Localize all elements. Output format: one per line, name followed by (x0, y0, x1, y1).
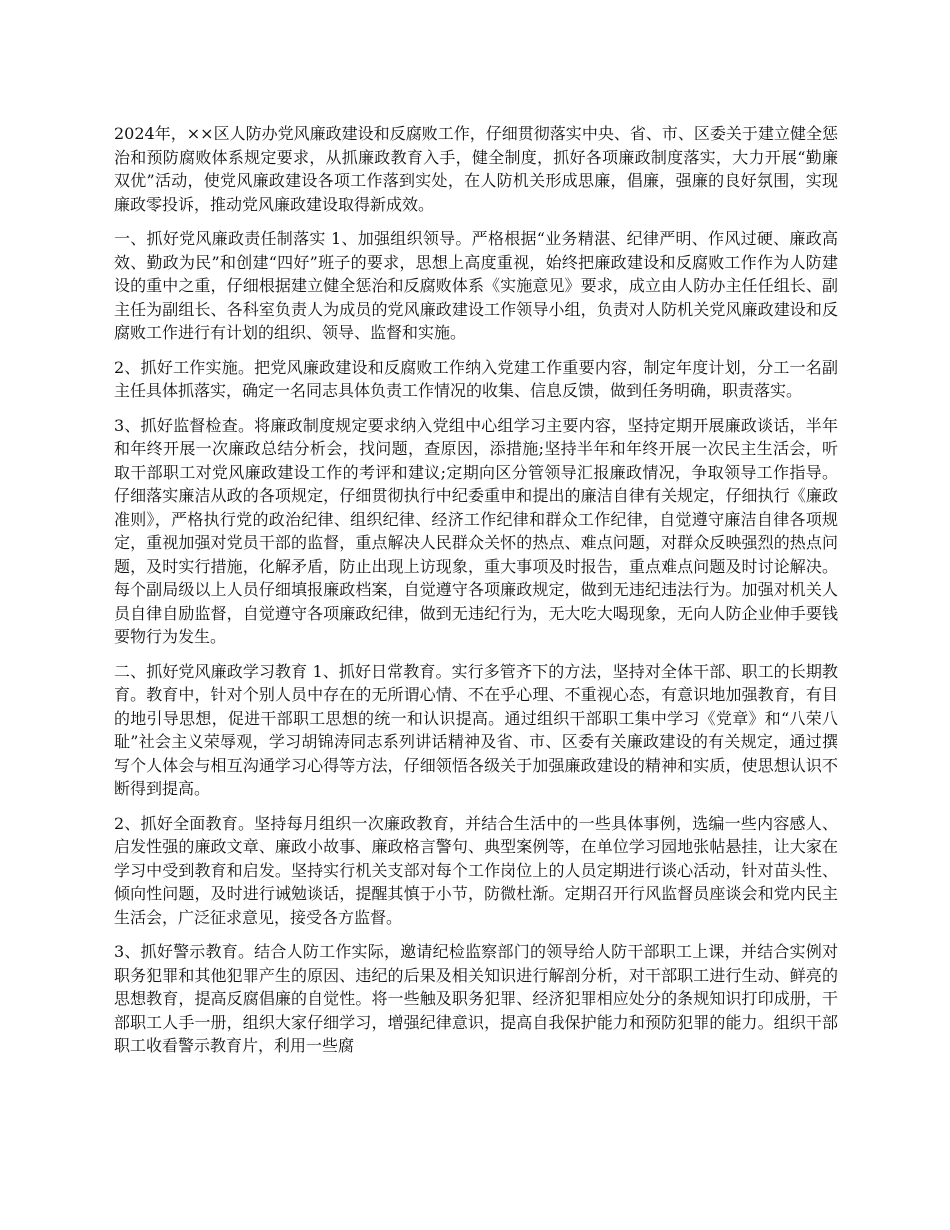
document-body (114, 122, 838, 1069)
section-one-paragraph: 一、抓好党风廉政责任制落实 1、加强组织领导。严格根据“业务精湛、纪律严明、作风过硬、廉政高效、勤政为民”和创建“四好”班子的要求，思想上高度重视，始终把廉政建设和反腐败工作作为人防建设的重中之重，仔细根据建立健全惩治和反腐败体系《实施意见》要求，成立由人防办主任任组长、副主任为副组长、各科室负责人为成员的党风廉政建设工作领导小组，负责对人防机关党风廉政建设和反腐败工作进行有计划的组织、领导、监督和实施。 (114, 229, 838, 342)
intro-paragraph: 2024年，××区人防办党风廉政建设和反腐败工作，仔细贯彻落实中央、省、市、区委关于建立健全惩治和预防腐败体系规定要求，从抓廉政教育入手，健全制度，抓好各项廉政制度落实，大力开展“勤廉双优”活动，使党风廉政建设各项工作落到实处，在人防机关形成思廉，倡廉，强廉的良好氛围，实现廉政零投诉，推动党风廉政建设取得新成效。 (114, 124, 838, 214)
section-two-paragraph: 二、抓好党风廉政学习教育 1、抓好日常教育。实行多管齐下的方法，坚持对全体干部、职工的长期教育。教育中，针对个别人员中存在的无所谓心情、不在乎心理、不重视心态，有意识地加强教育，有目的地引导思想，促进干部职工思想的统一和认识提高。通过组织干部职工集中学习《党章》和“八荣八耻”社会主义荣辱观，学习胡锦涛同志系列讲话精神及省、市、区委有关廉政建设的有关规定，通过撰写个人体会与相互沟通学习心得等方法，仔细领悟各级关于加强廉政建设的精神和实质，使思想认识不断得到提高。 (114, 661, 838, 798)
comprehensive-education-paragraph: 2、抓好全面教育。坚持每月组织一次廉政教育，并结合生活中的一些具体事例，选编一些内容感人、启发性强的廉政文章、廉政小故事、廉政格言警句、典型案例等，在单位学习园地张帖悬挂，让大家在学习中受到教育和启发。坚持实行机关支部对每个工作岗位上的人员定期进行谈心活动，针对苗头性、倾向性问题，及时进行诫勉谈话，提醒其慎于小节，防微杜渐。定期召开行风监督员座谈会和党内民主生活会，广泛征求意见，接受各方监督。 (114, 813, 838, 927)
warning-education-paragraph: 3、抓好警示教育。结合人防工作实际，邀请纪检监察部门的领导给人防干部职工上课，并结合实例对职务犯罪和其他犯罪产生的原因、违纪的后果及相关知识进行解剖分析，对干部职工进行生动、鲜亮的思想教育，提高反腐倡廉的自觉性。将一些触及职务犯罪、经济犯罪相应处分的条规知识打印成册，干部职工人手一册，组织大家仔细学习，增强纪律意识，提高自我保护能力和预防犯罪的能力。组织干部职工收看警示教育片，利用一些腐 (114, 942, 838, 1055)
work-implementation-paragraph: 2、抓好工作实施。把党风廉政建设和反腐败工作纳入党建工作重要内容，制定年度计划，分工一名副主任具体抓落实，确定一名同志具体负责工作情况的收集、信息反馈，做到任务明确，职责落实。 (114, 357, 838, 400)
supervision-paragraph: 3、抓好监督检查。将廉政制度规定要求纳入党组中心组学习主要内容，坚持定期开展廉政谈话，半年和年终开展一次廉政总结分析会，找问题，查原因，添措施;坚持半年和年终开展一次民主生活会，听取干部职工对党风廉政建设工作的考评和建议;定期向区分管领导汇报廉政情况，争取领导工作指导。仔细落实廉洁从政的各项规定，仔细贯彻执行中纪委重申和提出的廉洁自律有关规定，仔细执行《廉政准则》，严格执行党的政治纪律、组织纪律、经济工作纪律和群众工作纪律，自觉遵守廉洁自律各项规定，重视加强对党员干部的监督，重点解决人民群众关怀的热点、难点问题，对群众反映强烈的热点问题，及时实行措施，化解矛盾，防止出现上访现象，重大事项及时报告，重点难点问题及时讨论解决。每个副局级以上人员仔细填报廉政档案，自觉遵守各项廉政规定，做到无违纪违法行为。加强对机关人员自律自励监督，自觉遵守各项廉政纪律，做到无违纪行为，无大吃大喝现象，无向人防企业伸手要钱要物行为发生。 (114, 415, 838, 646)
